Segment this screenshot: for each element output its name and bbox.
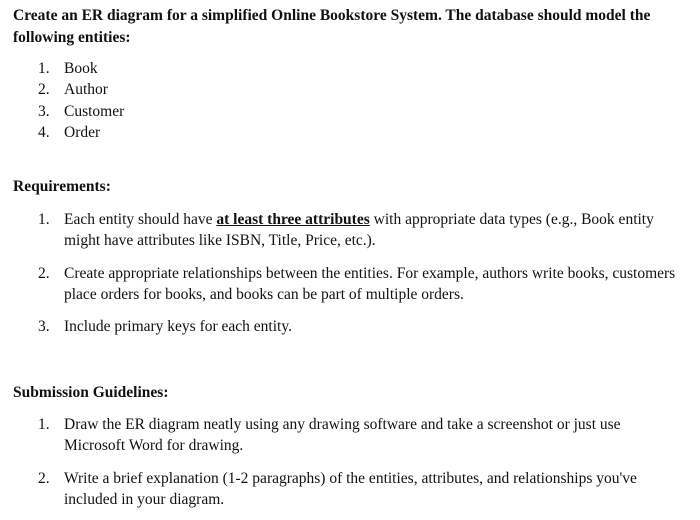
list-number: 3. [38, 102, 50, 120]
list-number: 2. [38, 81, 50, 99]
requirement-text-end: with appropriate data types (e.g., Book entity might have attributes like ISBN, Title, Price, etc.). [64, 211, 654, 249]
list-number: 3. [38, 318, 50, 335]
requirement-text: Create appropriate relationships between the entities. For example, authors write books, customers place orders for books, and books can be part of multiple orders. [64, 265, 676, 303]
list-number: 2. [38, 470, 50, 487]
list-item [0, 101, 300, 122]
list-number: 4. [38, 123, 50, 141]
list-number: 1. [38, 416, 50, 433]
requirements-heading: Requirements: [13, 178, 111, 195]
emphasis-text: at least three attributes [216, 211, 370, 228]
requirement-text: Include primary keys for each entity. [64, 318, 292, 335]
intro-paragraph: Create an ER diagram for a simplified Online Bookstore System. The database should model the following entities: [13, 7, 651, 46]
list-item [0, 79, 300, 100]
list-number: 2. [38, 265, 50, 282]
requirement-text [64, 209, 680, 251]
entity-list [0, 58, 300, 143]
entity-order: Order [64, 123, 101, 141]
list-item [0, 58, 300, 79]
entity-book: Book [64, 60, 98, 77]
requirement-text-start: Each entity should have [64, 211, 217, 228]
list-number: 1. [38, 60, 50, 77]
submission-heading: Submission Guidelines: [13, 384, 169, 401]
list-item [0, 122, 300, 143]
entity-author: Author [64, 81, 108, 99]
entity-customer: Customer [64, 102, 125, 120]
guideline-text: Write a brief explanation (1-2 paragraphs) of the entities, attributes, and relationships you've included in your diagram. [64, 470, 637, 508]
list-number: 1. [38, 211, 50, 228]
guideline-text: Draw the ER diagram neatly using any drawing software and take a screenshot or just use Microsoft Word for drawing. [64, 416, 621, 454]
